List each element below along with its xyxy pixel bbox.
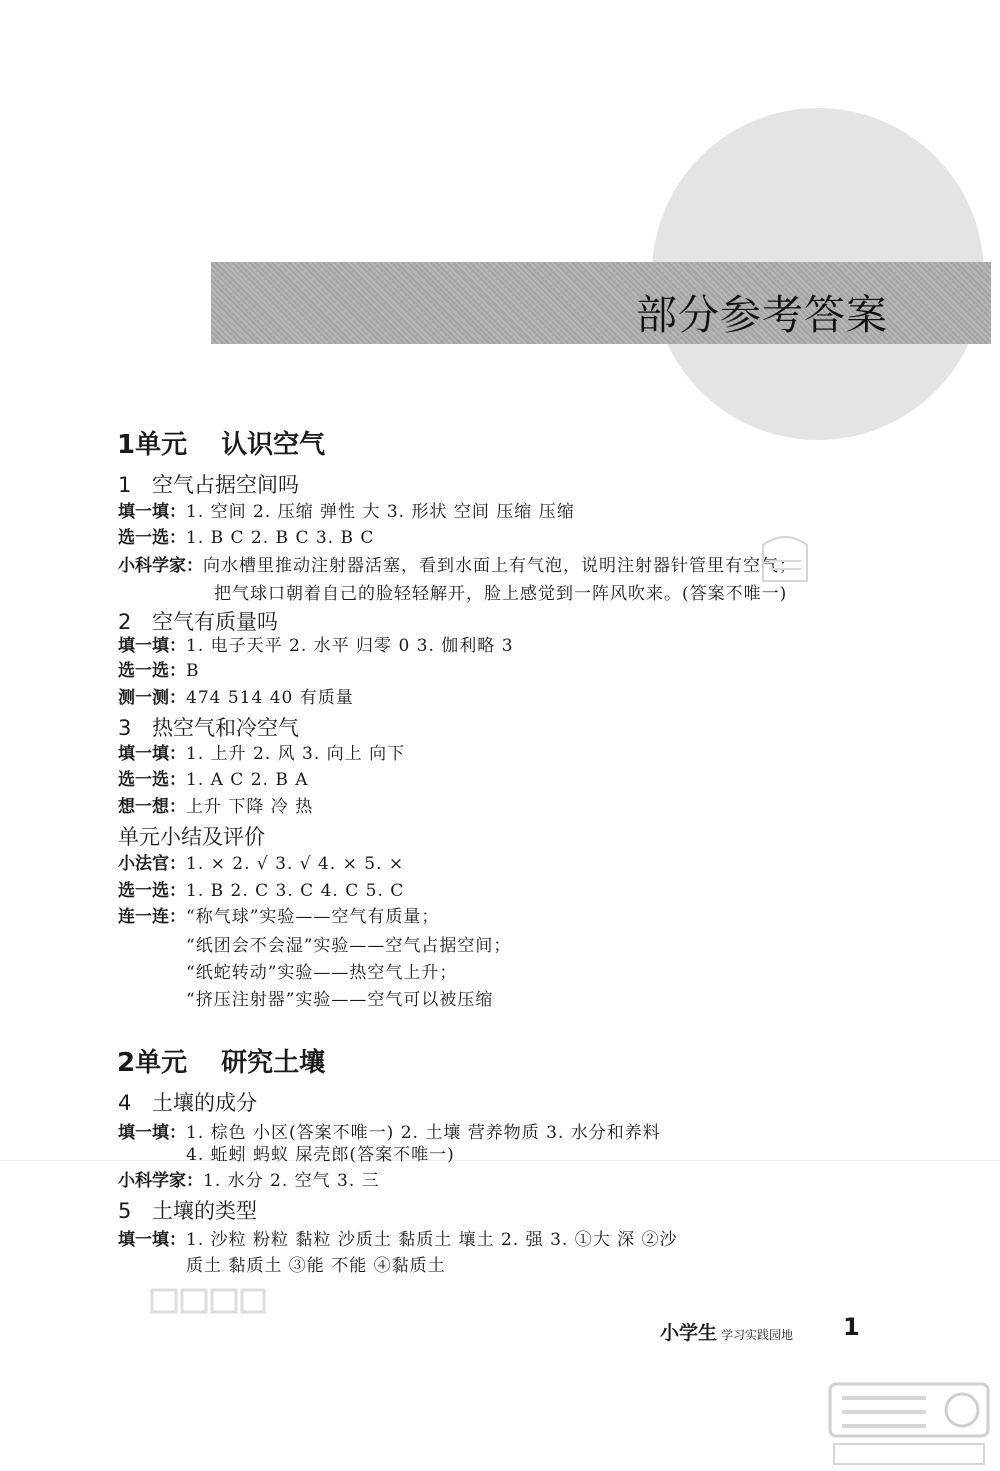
answer-text: 向水槽里推动注射器活塞，看到水面上有气泡，说明注射器针管里有空气； <box>203 556 797 576</box>
answer-row <box>118 1229 678 1251</box>
answer-label: 填一填： <box>118 1230 186 1250</box>
answer-row <box>118 743 405 765</box>
answer-label: 填一填： <box>118 1123 186 1143</box>
lesson-heading-1 <box>118 469 299 499</box>
lesson-number: 1 <box>118 473 132 497</box>
answer-label: 选一选： <box>118 881 186 901</box>
lesson-heading-5 <box>118 1195 257 1225</box>
answer-continuation: “纸团会不会湿”实验——空气占据空间； <box>186 936 512 956</box>
answer-text: 1. A C 2. B A <box>186 770 309 790</box>
answer-label: 选一选： <box>118 528 186 548</box>
answer-row <box>118 660 200 682</box>
unit-heading-2 <box>117 1042 325 1079</box>
faint-watermark <box>148 1280 268 1320</box>
lesson-title: 空气有质量吗 <box>152 610 278 634</box>
unit-name: 研究土壤 <box>221 1048 326 1078</box>
answer-text: 1. 水分 2. 空气 3. 三 <box>203 1171 380 1191</box>
answer-continuation: 把气球口朝着自己的脸轻轻解开，脸上感觉到一阵风吹来。(答案不唯一) <box>214 584 788 604</box>
page-title: 部分参考答案 <box>636 291 888 339</box>
lesson-number: 5 <box>118 1199 132 1223</box>
answer-text: 1. 电子天平 2. 水平 归零 0 3. 伽利略 3 <box>186 636 514 656</box>
answer-text: 上升 下降 冷 热 <box>186 797 314 817</box>
unit-name: 认识空气 <box>221 430 326 460</box>
answer-text: 1. × 2. √ 3. √ 4. × 5. × <box>186 854 405 874</box>
answer-text: B <box>186 661 200 681</box>
answer-label: 填一填： <box>118 502 186 522</box>
answer-row <box>118 906 439 928</box>
unit-number: 1单元 <box>117 430 188 460</box>
lesson-title: 土壤的类型 <box>152 1199 257 1223</box>
answer-label: 想一想： <box>118 797 186 817</box>
answer-continuation: “挤压注射器”实验——空气可以被压缩 <box>186 990 494 1010</box>
answer-row <box>118 1170 380 1192</box>
answer-label: 小法官： <box>118 854 186 874</box>
answer-row <box>118 880 404 902</box>
answer-row <box>118 687 354 709</box>
answer-continuation: 质土 黏质土 ③能 不能 ④黏质土 <box>186 1256 446 1276</box>
answer-text: 1. 沙粒 粉粒 黏粒 沙质土 黏质土 壤土 2. 强 3. ①大 深 ②沙 <box>186 1230 678 1250</box>
answer-label: 小科学家： <box>118 556 203 576</box>
answer-text: 1. 上升 2. 风 3. 向上 向下 <box>186 744 406 764</box>
answer-label: 填一填： <box>118 636 186 656</box>
site-watermark-logo <box>826 1378 992 1468</box>
answer-label: 选一选： <box>118 661 186 681</box>
answer-text: 1. 棕色 小区(答案不唯一) 2. 土壤 营养物质 3. 水分和养料 <box>186 1123 661 1143</box>
stamp-watermark <box>757 527 813 587</box>
answer-row <box>118 635 514 657</box>
answer-text: 1. B C 2. B C 3. B C <box>186 528 375 548</box>
answer-row <box>118 769 309 791</box>
summary-heading: 单元小结及评价 <box>118 825 265 849</box>
answer-text: 1. 空间 2. 压缩 弹性 大 3. 形状 空间 压缩 压缩 <box>186 502 575 522</box>
answer-label: 选一选： <box>118 770 186 790</box>
scan-line <box>0 1160 1000 1161</box>
answer-row <box>118 1122 661 1144</box>
answer-row <box>118 501 575 523</box>
lesson-heading-2 <box>118 606 278 636</box>
answer-row <box>118 527 374 549</box>
lesson-number: 2 <box>118 610 132 634</box>
answer-row <box>118 796 313 818</box>
answer-row <box>118 853 404 875</box>
lesson-number: 3 <box>118 716 132 740</box>
answer-text: “称气球”实验——空气有质量； <box>186 907 440 927</box>
lesson-title: 空气占据空间吗 <box>152 473 299 497</box>
brand-sub: 学习实践园地 <box>721 1328 794 1342</box>
lesson-heading-3 <box>118 712 299 742</box>
answer-text: 1. B 2. C 3. C 4. C 5. C <box>186 881 405 901</box>
brand-main: 小学生 <box>660 1322 718 1344</box>
lesson-title: 热空气和冷空气 <box>152 716 299 740</box>
unit-number: 2单元 <box>117 1048 188 1078</box>
answer-label: 连一连： <box>118 907 186 927</box>
answer-continuation: 4. 蚯蚓 蚂蚁 屎壳郎(答案不唯一) <box>186 1145 455 1165</box>
lesson-number: 4 <box>118 1091 132 1115</box>
answer-row <box>118 555 797 577</box>
answer-label: 小科学家： <box>118 1171 203 1191</box>
unit-heading-1 <box>117 424 325 461</box>
answer-label: 填一填： <box>118 744 186 764</box>
answer-label: 测一测： <box>118 688 186 708</box>
answer-continuation: “纸蛇转动”实验——热空气上升； <box>186 963 458 983</box>
page-number: 1 <box>843 1313 860 1341</box>
footer-brand <box>660 1318 793 1345</box>
lesson-title: 土壤的成分 <box>152 1091 257 1115</box>
lesson-heading-4 <box>118 1087 257 1117</box>
answer-text: 474 514 40 有质量 <box>186 688 354 708</box>
